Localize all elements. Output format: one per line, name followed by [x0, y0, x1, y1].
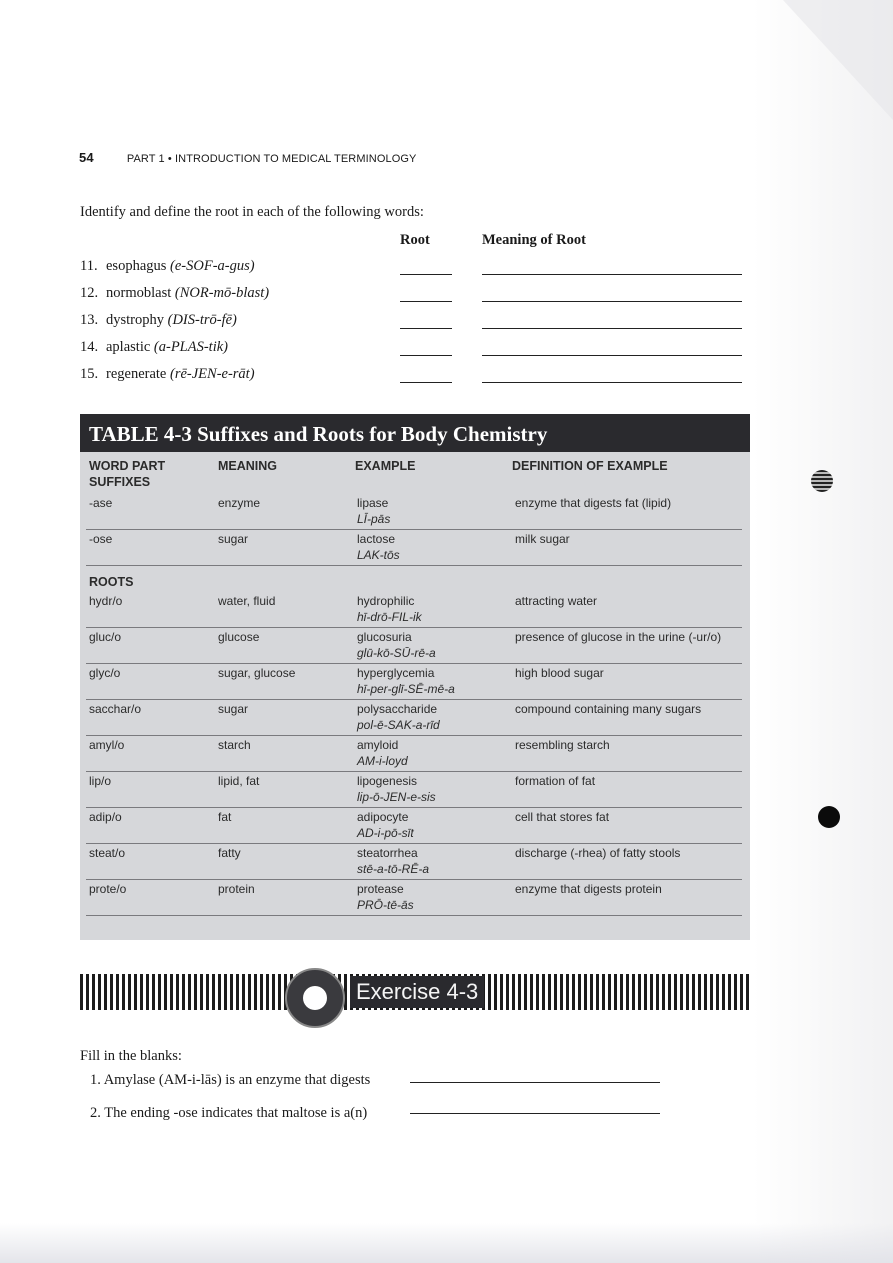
example-cell	[357, 846, 429, 876]
example-pronunciation: lip-ō-JEN-e-sis	[357, 790, 436, 804]
column-header-meaning: Meaning of Root	[482, 232, 586, 248]
definition-cell: enzyme that digests fat (lipid)	[515, 496, 672, 510]
meaning-answer-blank[interactable]	[482, 328, 742, 329]
example-cell	[357, 774, 436, 804]
example-pronunciation: glū-kō-SŪ-rē-a	[357, 646, 436, 660]
root-answer-blank[interactable]	[400, 382, 452, 383]
word-part-cell: steat/o	[89, 846, 126, 860]
example-word: hydrophilic	[357, 594, 415, 608]
question-pronunciation: (DIS-trō-fē)	[167, 312, 237, 328]
word-part-cell: sacchar/o	[89, 702, 142, 716]
table-row	[80, 880, 750, 916]
table-row	[80, 736, 750, 772]
table-row	[80, 700, 750, 736]
fill-blanks-title: Fill in the blanks:	[80, 1048, 182, 1064]
question-number: 12.	[80, 285, 99, 301]
margin-hole-hatched	[811, 470, 833, 492]
example-word: glucosuria	[357, 630, 412, 644]
example-cell	[357, 666, 455, 696]
example-pronunciation: LAK-tōs	[357, 548, 400, 562]
table-row	[80, 844, 750, 880]
table-4-3	[80, 414, 750, 940]
root-answer-blank[interactable]	[400, 301, 452, 302]
margin-hole-solid	[818, 806, 840, 828]
word-part-cell: prote/o	[89, 882, 127, 896]
example-word: lipase	[357, 496, 389, 510]
question-word: normoblast	[106, 285, 172, 301]
table-row	[80, 664, 750, 700]
example-cell	[357, 630, 436, 660]
definition-cell: cell that stores fat	[515, 810, 610, 824]
example-pronunciation: hī-drō-FIL-ik	[357, 610, 422, 624]
meaning-cell: fatty	[218, 846, 241, 860]
root-answer-blank[interactable]	[400, 328, 452, 329]
example-cell	[357, 882, 414, 912]
exercise-badge-icon	[285, 968, 345, 1028]
question-number: 13.	[80, 312, 99, 328]
definition-cell: discharge (-rhea) of fatty stools	[515, 846, 681, 860]
column-header-root: Root	[400, 232, 430, 248]
example-cell	[357, 738, 408, 768]
word-part-cell: -ase	[89, 496, 113, 510]
question-number: 11.	[80, 258, 98, 274]
table-row	[80, 772, 750, 808]
word-part-cell: gluc/o	[89, 630, 122, 644]
question-pronunciation: (e-SOF-a-gus)	[170, 258, 255, 274]
root-exercise-instruction: Identify and define the root in each of the following words:	[80, 204, 424, 220]
page-edge-shadow	[753, 0, 893, 1263]
meaning-answer-blank[interactable]	[482, 301, 742, 302]
word-part-cell: amyl/o	[89, 738, 125, 752]
question-row	[80, 339, 750, 361]
definition-cell: high blood sugar	[515, 666, 604, 680]
meaning-cell: sugar	[218, 702, 249, 716]
fill-blank-item	[90, 1105, 367, 1122]
fill-item-text: Amylase (AM-i-lās) is an enzyme that digests	[103, 1072, 371, 1088]
example-pronunciation: PRŌ-tē-ās	[357, 898, 414, 912]
root-answer-blank[interactable]	[400, 355, 452, 356]
word-part-cell: -ose	[89, 532, 113, 546]
meaning-cell: sugar	[218, 532, 249, 546]
definition-cell: resembling starch	[515, 738, 610, 752]
meaning-answer-blank[interactable]	[482, 382, 742, 383]
example-word: polysaccharide	[357, 702, 438, 716]
page-bottom-edge	[0, 1223, 893, 1263]
row-divider	[86, 915, 742, 916]
definition-cell: milk sugar	[515, 532, 570, 546]
question-word: regenerate	[106, 366, 167, 382]
example-word: protease	[357, 882, 404, 896]
example-word: lactose	[357, 532, 396, 546]
meaning-cell: protein	[218, 882, 255, 896]
running-title: PART 1 • INTRODUCTION TO MEDICAL TERMINOLOGY	[126, 153, 417, 165]
example-word: steatorrhea	[357, 846, 418, 860]
table-header-example: EXAMPLE	[355, 459, 416, 473]
table-header-meaning: MEANING	[218, 459, 278, 473]
meaning-cell: water, fluid	[218, 594, 276, 608]
page-corner-fold	[783, 0, 893, 120]
example-pronunciation: AD-i-pō-sīt	[357, 826, 414, 840]
section-label-suffixes: SUFFIXES	[89, 475, 151, 489]
fill-item-number: 2.	[90, 1105, 101, 1121]
question-row	[80, 312, 750, 334]
example-word: adipocyte	[357, 810, 409, 824]
example-word: amyloid	[357, 738, 399, 752]
example-word: lipogenesis	[357, 774, 418, 788]
fill-item-number: 1.	[90, 1072, 101, 1088]
question-row	[80, 258, 750, 280]
table-row	[80, 808, 750, 844]
exercise-banner	[80, 968, 750, 1024]
definition-cell: presence of glucose in the urine (-ur/o)	[515, 630, 722, 644]
root-answer-blank[interactable]	[400, 274, 452, 275]
meaning-cell: fat	[218, 810, 232, 824]
table-header-definition: DEFINITION OF EXAMPLE	[512, 459, 668, 473]
meaning-cell: sugar, glucose	[218, 666, 296, 680]
example-word: hyperglycemia	[357, 666, 435, 680]
definition-cell: compound containing many sugars	[515, 702, 702, 716]
running-header	[79, 150, 416, 165]
example-pronunciation: hī-per-glī-SĒ-mē-a	[357, 682, 455, 696]
question-number: 15.	[80, 366, 99, 382]
example-cell	[357, 702, 440, 732]
table-row	[80, 592, 750, 628]
fill-answer-blank[interactable]	[410, 1082, 660, 1083]
table-header-word-part: WORD PART	[89, 459, 166, 473]
question-row	[80, 285, 750, 307]
example-cell	[357, 496, 390, 526]
meaning-answer-blank[interactable]	[482, 274, 742, 275]
definition-cell: formation of fat	[515, 774, 596, 788]
row-divider	[86, 565, 742, 566]
word-part-cell: hydr/o	[89, 594, 123, 608]
question-row	[80, 366, 750, 388]
word-part-cell: glyc/o	[89, 666, 121, 680]
meaning-cell: enzyme	[218, 496, 261, 510]
question-pronunciation: (rē-JEN-e-rāt)	[170, 366, 255, 382]
question-word: dystrophy	[106, 312, 164, 328]
word-part-cell: adip/o	[89, 810, 122, 824]
example-pronunciation: stē-a-tō-RĒ-a	[357, 862, 430, 876]
example-cell	[357, 594, 422, 624]
badge-center	[303, 986, 327, 1010]
definition-cell: enzyme that digests protein	[515, 882, 662, 896]
definition-cell: attracting water	[515, 594, 598, 608]
example-pronunciation: AM-i-loyd	[357, 754, 408, 768]
section-label-roots: ROOTS	[89, 575, 134, 589]
example-cell	[357, 810, 414, 840]
meaning-cell: starch	[218, 738, 251, 752]
fill-blank-item	[90, 1072, 370, 1089]
word-part-cell: lip/o	[89, 774, 112, 788]
fill-answer-blank[interactable]	[410, 1113, 660, 1114]
example-pronunciation: pol-ē-SAK-a-rīd	[357, 718, 440, 732]
question-pronunciation: (a-PLAS-tik)	[153, 339, 229, 355]
question-pronunciation: (NOR-mō-blast)	[174, 285, 270, 301]
meaning-cell: lipid, fat	[218, 774, 260, 788]
question-word: esophagus	[106, 258, 167, 274]
example-cell	[357, 532, 400, 562]
meaning-cell: glucose	[218, 630, 260, 644]
question-number: 14.	[80, 339, 99, 355]
fill-item-text: The ending -ose indicates that maltose is a(n)	[104, 1105, 368, 1121]
table-row	[80, 628, 750, 664]
meaning-answer-blank[interactable]	[482, 355, 742, 356]
example-pronunciation: LĪ-pās	[357, 512, 391, 526]
table-row	[80, 530, 750, 566]
question-word: aplastic	[106, 339, 151, 355]
page-number: 54	[79, 150, 94, 165]
exercise-label: Exercise 4-3	[350, 976, 484, 1008]
table-row	[80, 494, 750, 530]
table-title: TABLE 4-3 Suffixes and Roots for Body Chemistry	[80, 414, 750, 452]
